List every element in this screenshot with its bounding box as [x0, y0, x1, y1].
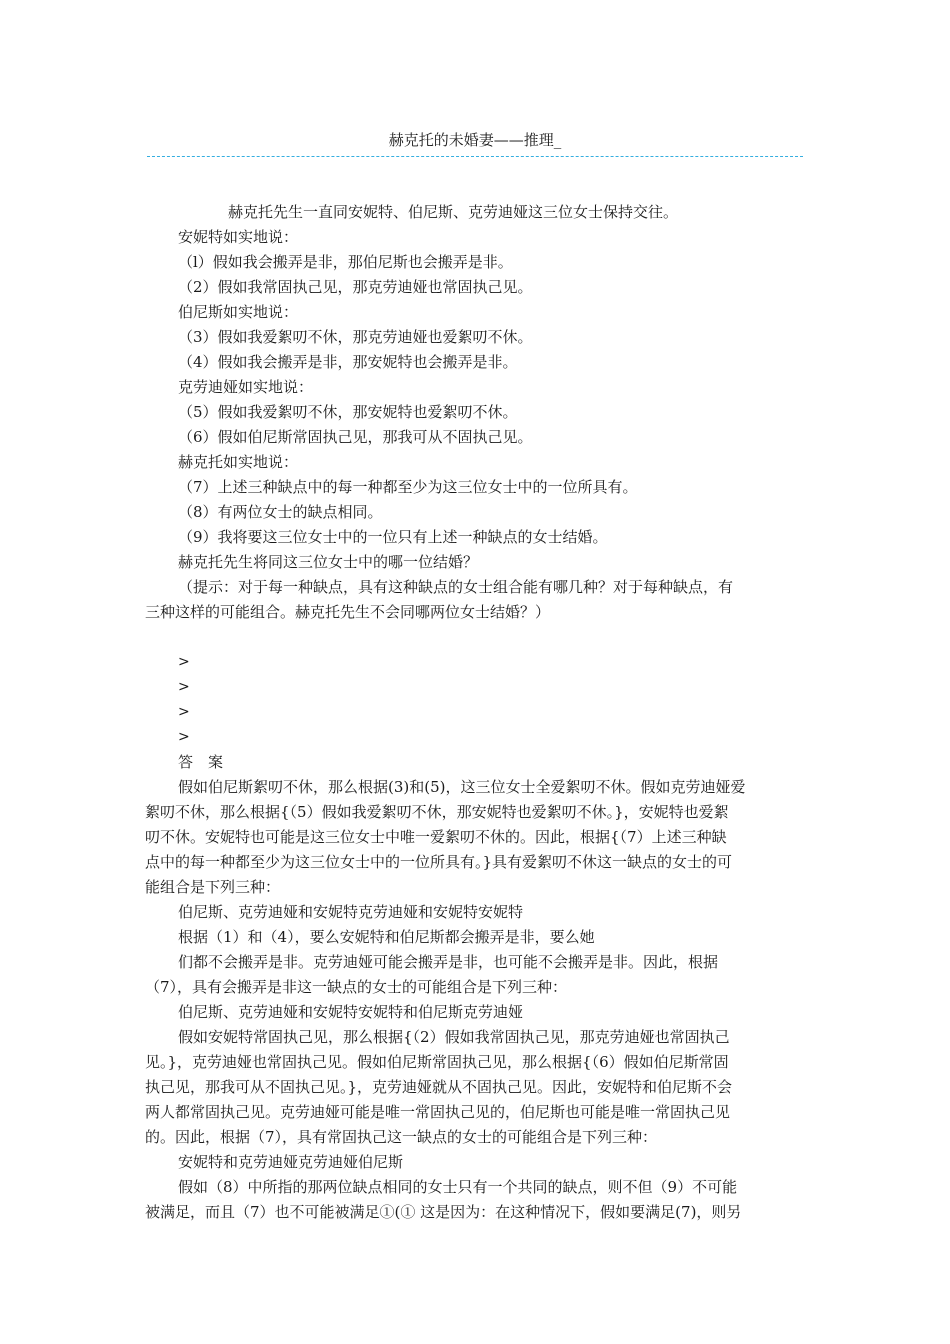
answer-heading: 答 案 — [178, 753, 224, 771]
text-line: 被满足，而且（7）也不可能被满足①(① 这是因为：在这种情况下，假如要满足(7)，则另 — [145, 1203, 742, 1221]
text-line: 克劳迪娅如实地说： — [178, 378, 314, 396]
text-line: （l）假如我会搬弄是非，那伯尼斯也会搬弄是非。 — [178, 253, 513, 271]
text-line: 能组合是下列三种： — [145, 878, 281, 896]
text-line: 赫克托如实地说： — [178, 453, 299, 471]
text-line: （6）假如伯尼斯常固执己见，那我可从不固执己见。 — [178, 428, 533, 446]
text-line: 赫克托先生一直同安妮特、伯尼斯、克劳迪娅这三位女士保持交往。 — [228, 203, 679, 221]
text-line: 叨不休。安妮特也可能是这三位女士中唯一爱絮叨不休的。因此，根据{（7）上述三种缺 — [145, 828, 727, 846]
text-line: 见。}，克劳迪娅也常固执己见。假如伯尼斯常固执己见，那么根据{（6）假如伯尼斯常固 — [145, 1053, 729, 1071]
title-divider — [147, 156, 803, 157]
text-line: 安妮特和克劳迪娅克劳迪娅伯尼斯 — [178, 1153, 404, 1171]
text-line: 假如伯尼斯絮叨不休，那么根据(3)和(5)，这三位女士全爱絮叨不休。假如克劳迪娅爱 — [178, 778, 746, 796]
separator-mark: > — [178, 704, 190, 720]
separator-mark: > — [178, 654, 190, 670]
separator-mark: > — [178, 679, 190, 695]
text-line: 伯尼斯、克劳迪娅和安妮特安妮特和伯尼斯克劳迪娅 — [178, 1003, 524, 1021]
text-line: 两人都常固执己见。克劳迪娅可能是唯一常固执己见的，伯尼斯也可能是唯一常固执己见 — [145, 1103, 731, 1121]
hint-line: 三种这样的可能组合。赫克托先生不会同哪两位女士结婚？） — [145, 603, 551, 621]
text-line: 假如安妮特常固执己见，那么根据{（2）假如我常固执己见，那克劳迪娅也常固执己 — [178, 1028, 730, 1046]
text-line: （7），具有会搬弄是非这一缺点的女士的可能组合是下列三种： — [145, 978, 568, 996]
hint-line: （提示：对于每一种缺点，具有这种缺点的女士组合能有哪几种？对于每种缺点，有 — [178, 578, 734, 596]
document-title: 赫克托的未婚妻——推理_ — [388, 131, 562, 149]
text-line: （2）假如我常固执己见，那克劳迪娅也常固执己见。 — [178, 278, 533, 296]
text-line: 的。因此，根据（7），具有常固执己这一缺点的女士的可能组合是下列三种： — [145, 1128, 658, 1146]
text-line: （9）我将要这三位女士中的一位只有上述一种缺点的女士结婚。 — [178, 528, 608, 546]
text-line: 安妮特如实地说： — [178, 228, 299, 246]
text-line: 伯尼斯如实地说： — [178, 303, 299, 321]
text-line: （5）假如我爱絮叨不休，那安妮特也爱絮叨不休。 — [178, 403, 518, 421]
text-line: 赫克托先生将同这三位女士中的哪一位结婚？ — [178, 553, 479, 571]
text-line: 根据（1）和（4），要么安妮特和伯尼斯都会搬弄是非，要么她 — [178, 928, 595, 946]
text-line: 点中的每一种都至少为这三位女士中的一位所具有。}具有爱絮叨不休这一缺点的女士的可 — [145, 853, 733, 871]
text-line: 执己见，那我可从不固执己见。}，克劳迪娅就从不固执己见。因此，安妮特和伯尼斯不会 — [145, 1078, 733, 1096]
text-line: 们都不会搬弄是非。克劳迪娅可能会搬弄是非，也可能不会搬弄是非。因此，根据 — [178, 953, 719, 971]
text-line: 假如（8）中所指的那两位缺点相同的女士只有一个共同的缺点，则不但（9）不可能 — [178, 1178, 738, 1196]
text-line: 伯尼斯、克劳迪娅和安妮特克劳迪娅和安妮特安妮特 — [178, 903, 524, 921]
text-line: （3）假如我爱絮叨不休，那克劳迪娅也爱絮叨不休。 — [178, 328, 533, 346]
text-line: （4）假如我会搬弄是非，那安妮特也会搬弄是非。 — [178, 353, 518, 371]
text-line: （7）上述三种缺点中的每一种都至少为这三位女士中的一位所具有。 — [178, 478, 638, 496]
separator-mark: > — [178, 729, 190, 745]
text-line: （8）有两位女士的缺点相同。 — [178, 503, 383, 521]
text-line: 絮叨不休，那么根据{（5）假如我爱絮叨不休，那安妮特也爱絮叨不休。}，安妮特也爱絮 — [145, 803, 729, 821]
